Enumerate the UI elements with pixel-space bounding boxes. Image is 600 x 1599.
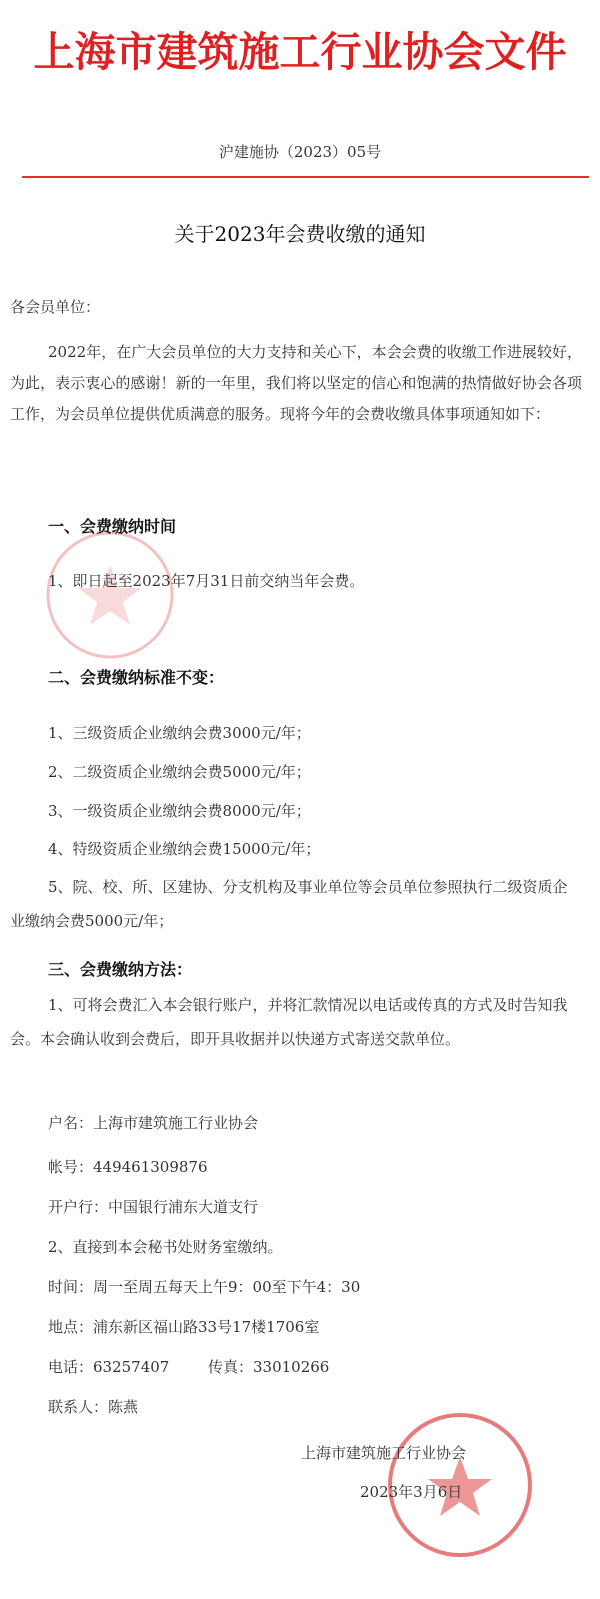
office-hours: 时间：周一至周五每天上午9：00至下午4：30: [48, 1278, 361, 1296]
list-item: 5、院、校、所、区建协、分支机构及事业单位等会员单位参照执行二级资质企业缴纳会费5000元/年；: [10, 878, 568, 930]
signature-organization: 上海市建筑施工行业协会: [301, 1444, 467, 1462]
payment-method-bank: 1、可将会费汇入本会银行账户，并将汇款情况以电话或传真的方式及时告知我会。本会确认收到会费后，即开具收据并以快递方式寄送交款单位。: [10, 996, 568, 1048]
faint-seal-stamp: [40, 520, 180, 670]
document-number: 沪建施协（2023）05号: [218, 143, 382, 161]
fax-number: 传真：33010266: [208, 1358, 330, 1376]
contact-person: 联系人：陈燕: [48, 1398, 139, 1416]
list-item: 3、一级资质企业缴纳会费8000元/年；: [48, 802, 311, 820]
signature-date: 2023年3月6日: [360, 1483, 463, 1501]
section-heading-method: 三、会费缴纳方法：: [48, 960, 193, 979]
payment-method-office: 2、直接到本会秘书处财务室缴纳。: [48, 1238, 283, 1256]
account-name: 户名：上海市建筑施工行业协会: [48, 1114, 259, 1132]
list-item: 1、即日起至2023年7月31日前交纳当年会费。: [48, 572, 365, 590]
section-heading-time: 一、会费缴纳时间: [48, 517, 177, 536]
office-address: 地点：浦东新区福山路33号17楼1706室: [48, 1318, 320, 1336]
notice-title: 关于2023年会费收缴的通知: [174, 222, 426, 246]
list-item: 4、特级资质企业缴纳会费15000元/年；: [48, 840, 321, 858]
section-heading-standard: 二、会费缴纳标准不变：: [48, 668, 225, 687]
salutation: 各会员单位：: [10, 298, 101, 316]
account-number: 帐号：449461309876: [48, 1158, 208, 1176]
bank-name: 开户行：中国银行浦东大道支行: [48, 1198, 259, 1216]
list-item: 2、二级资质企业缴纳会费5000元/年；: [48, 763, 311, 781]
header-red-divider: [22, 176, 589, 178]
phone-number: 电话：63257407: [48, 1358, 170, 1376]
intro-paragraph: 2022年，在广大会员单位的大力支持和关心下，本会会费的收缴工作进展较好，为此，表示衷心的感谢！新的一年里，我们将以坚定的信心和饱满的热情做好协会各项工作，为会员单位提供优质满意的服务。现将今年的会费收缴具体事项通知如下：: [10, 343, 582, 423]
document-header-title: 上海市建筑施工行业协会文件: [33, 28, 567, 76]
list-item: 1、三级资质企业缴纳会费3000元/年；: [48, 724, 311, 742]
